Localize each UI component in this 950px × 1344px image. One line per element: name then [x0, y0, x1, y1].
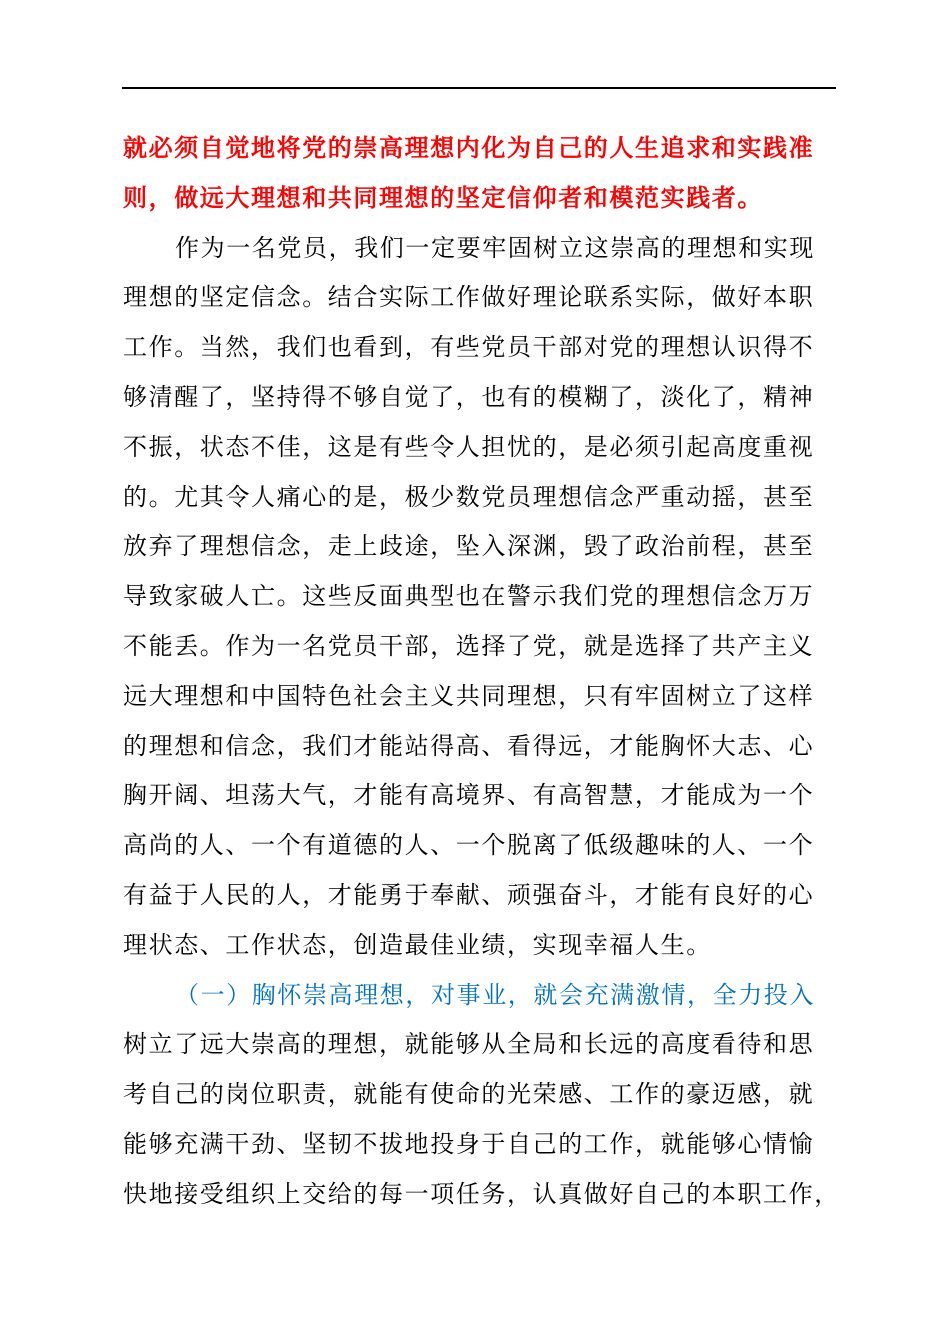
document-body — [123, 124, 840, 1220]
emphasis-line: 就必须自觉地将党的崇高理想内化为自己的人生追求和实践准 — [123, 134, 815, 162]
paragraph-line: 工作。当然，我们也看到，有些党员干部对党的理想认识得不 — [123, 333, 815, 362]
paragraph-line: 的理想和信念，我们才能站得高、看得远，才能胸怀大志、心 — [123, 731, 815, 760]
section-heading: （一）胸怀崇高理想，对事业，就会充满激情，全力投入 — [175, 980, 815, 1009]
paragraph-line: 远大理想和中国特色社会主义共同理想，只有牢固树立了这样 — [123, 681, 815, 710]
paragraph-line: 放弃了理想信念，走上歧途，坠入深渊，毁了政治前程，甚至 — [123, 532, 815, 561]
paragraph-line: 理状态、工作状态，创造最佳业绩，实现幸福人生。 — [123, 930, 712, 959]
paragraph-line: 理想的坚定信念。结合实际工作做好理论联系实际，做好本职 — [123, 283, 815, 312]
paragraph-first-line: 作为一名党员，我们一定要牢固树立这崇高的理想和实现 — [175, 233, 815, 262]
paragraph-line: 不振，状态不佳，这是有些令人担忧的，是必须引起高度重视 — [123, 432, 815, 461]
paragraph-line: 胸开阔、坦荡大气，才能有高境界、有高智慧，才能成为一个 — [123, 781, 815, 810]
paragraph-line: 树立了远大崇高的理想，就能够从全局和长远的高度看待和思 — [123, 1030, 815, 1059]
paragraph-line: 能够充满干劲、坚韧不拔地投身于自己的工作，就能够心情愉 — [123, 1129, 815, 1158]
paragraph-line: 有益于人民的人，才能勇于奉献、顽强奋斗，才能有良好的心 — [123, 880, 815, 909]
paragraph-line: 高尚的人、一个有道德的人、一个脱离了低级趣味的人、一个 — [123, 831, 815, 860]
paragraph-line: 导致家破人亡。这些反面典型也在警示我们党的理想信念万万 — [123, 582, 815, 611]
paragraph-line: 考自己的岗位职责，就能有使命的光荣感、工作的豪迈感，就 — [123, 1080, 815, 1109]
paragraph-line: 的。尤其令人痛心的是，极少数党员理想信念严重动摇，甚至 — [123, 482, 815, 511]
paragraph-line: 够清醒了，坚持得不够自觉了，也有的模糊了，淡化了，精神 — [123, 382, 815, 411]
header-rule — [122, 87, 836, 89]
emphasis-line: 则，做远大理想和共同理想的坚定信仰者和模范实践者。 — [123, 183, 763, 212]
paragraph-line: 快地接受组织上交给的每一项任务，认真做好自己的本职工作， — [123, 1179, 840, 1208]
paragraph-line: 不能丢。作为一名党员干部，选择了党，就是选择了共产主义 — [123, 631, 815, 660]
